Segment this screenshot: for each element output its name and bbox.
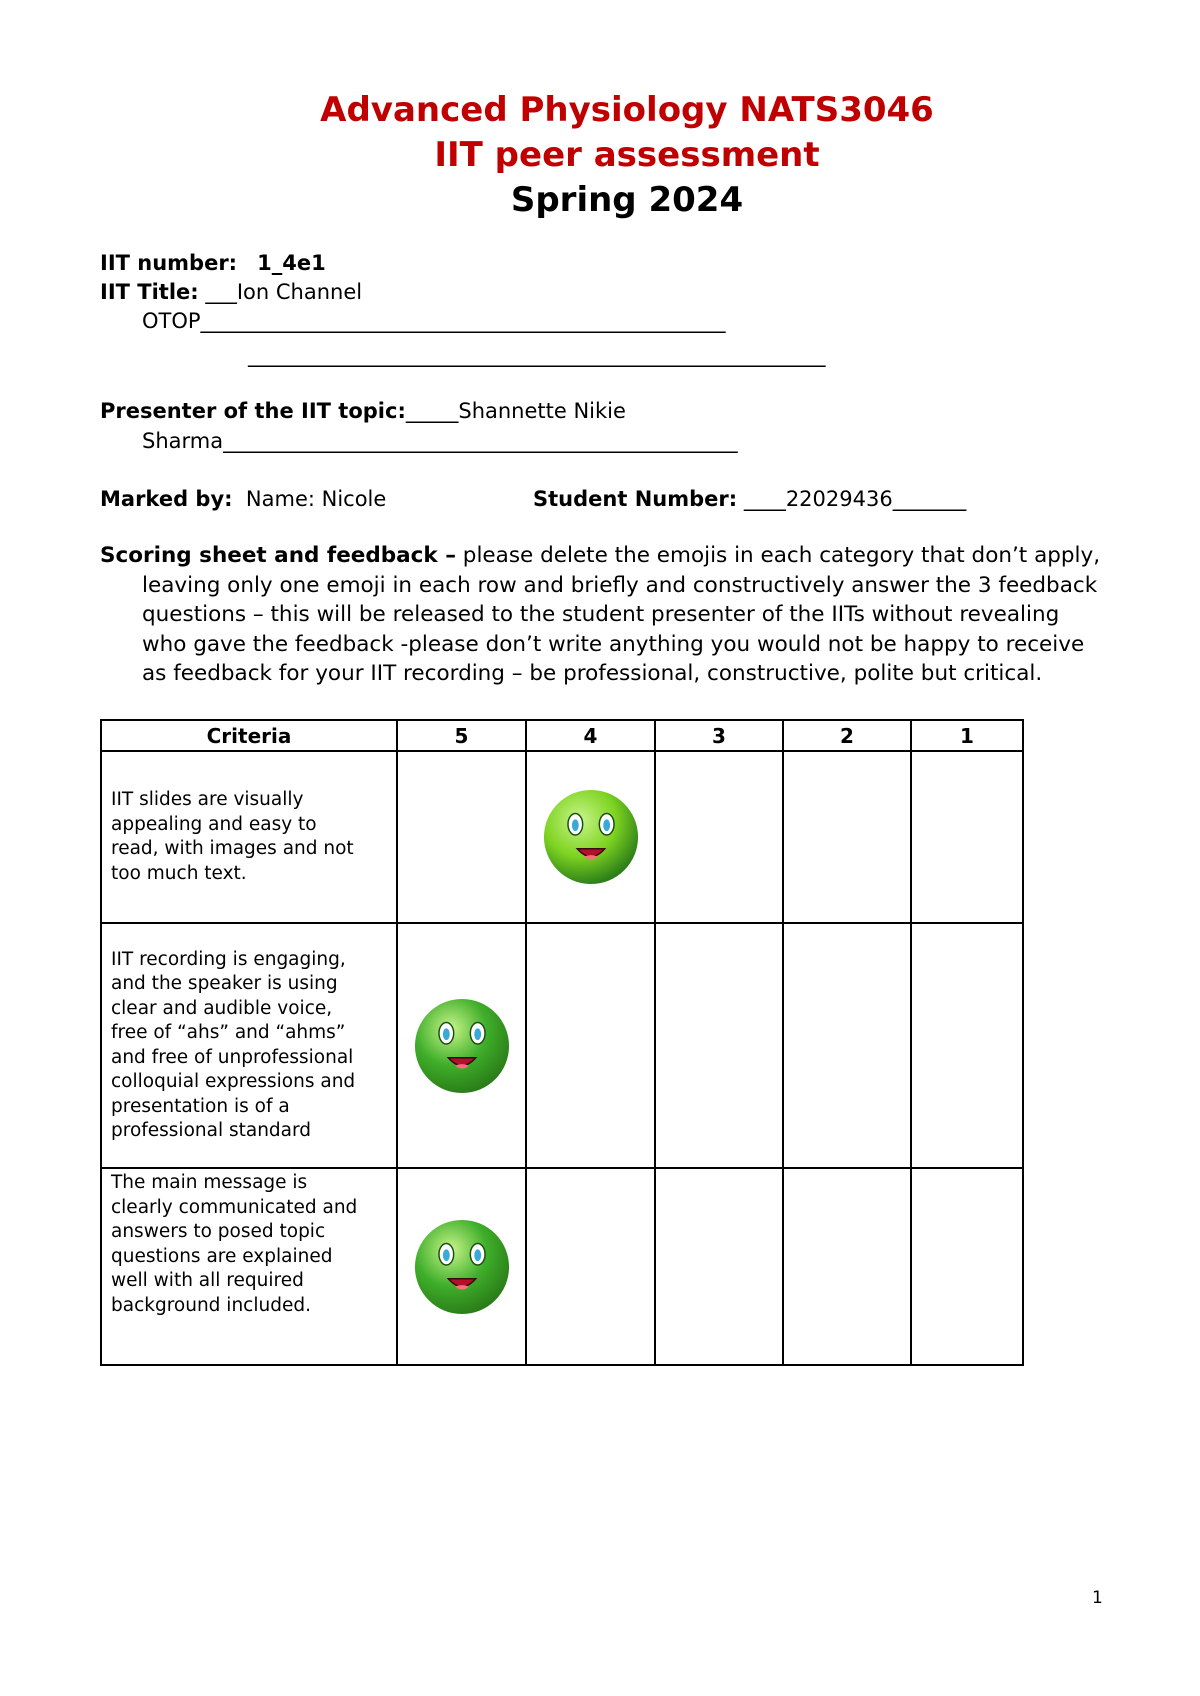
criteria-text-line: presentation is of a (111, 1095, 290, 1117)
criteria-text-line: free of “ahs” and “ahms” (111, 1022, 346, 1043)
instructions-lead: Scoring sheet and feedback – (100, 543, 456, 568)
instructions-line-2: leaving only one emoji in each row and briefly and constructively answer the 3 feedback (142, 572, 1098, 598)
iit-title-label: IIT Title: (100, 280, 199, 304)
header-criteria: Criteria (101, 720, 397, 751)
iit-number-field (100, 248, 326, 278)
presenter-value: _____Shannette Nikie (405, 399, 626, 423)
score-cell-1[interactable] (911, 923, 1023, 1168)
smiley-face-icon[interactable] (413, 997, 511, 1095)
presenter-label: Presenter of the IIT topic: (100, 399, 406, 423)
score-cell-4[interactable] (526, 1168, 655, 1365)
smiley-face-icon[interactable] (542, 788, 640, 886)
score-cell-2[interactable] (783, 751, 911, 923)
criteria-cell (101, 1168, 397, 1365)
marked-by-value: Name: Nicole (245, 487, 387, 511)
score-cell-3[interactable] (655, 751, 783, 923)
score-cell-5[interactable] (397, 751, 526, 923)
instructions-line-1: please delete the emojis in each category that don’t apply, (455, 543, 1101, 568)
header-score-1: 1 (911, 720, 1023, 751)
criteria-text-line: answers to posed topic (111, 1221, 326, 1242)
criteria-text-line: read, with images and not (111, 838, 354, 859)
criteria-text-line: and the speaker is using (111, 973, 338, 994)
table-header-row (101, 720, 1023, 751)
iit-title-value: ___Ion Channel (205, 280, 363, 304)
page-number: 1 (1092, 1588, 1103, 1608)
smiley-face-icon[interactable] (413, 1218, 511, 1316)
criteria-text-line: The main message is (111, 1172, 308, 1193)
criteria-text-line: well with all required (111, 1270, 304, 1291)
score-cell-3[interactable] (655, 1168, 783, 1365)
criteria-text-line: too much text. (111, 862, 247, 884)
score-cell-4[interactable] (526, 751, 655, 923)
score-cell-2[interactable] (783, 1168, 911, 1365)
scoring-table (100, 719, 1024, 1366)
score-cell-5[interactable] (397, 1168, 526, 1365)
marked-by-label: Marked by: (100, 487, 233, 511)
score-cell-2[interactable] (783, 923, 911, 1168)
criteria-text-line: IIT slides are visually (111, 789, 304, 810)
score-cell-1[interactable] (911, 751, 1023, 923)
table-row (101, 923, 1023, 1168)
header-score-4: 4 (526, 720, 655, 751)
header-score-5: 5 (397, 720, 526, 751)
criteria-text-line: questions are explained (111, 1245, 333, 1267)
assessment-title: IIT peer assessment (434, 135, 820, 175)
criteria-text-line: professional standard (111, 1120, 312, 1141)
title-block (0, 88, 1200, 223)
instructions-line-3: questions – this will be released to the student presenter of the IITs without revealing (142, 602, 1060, 627)
criteria-text-line: colloquial expressions and (111, 1071, 356, 1092)
score-cell-3[interactable] (655, 923, 783, 1168)
presenter-continuation: Sharma_________________________________________________ (142, 429, 738, 453)
presenter-field (100, 396, 626, 426)
instructions-line-5: as feedback for your IIT recording – be professional, constructive, polite but critical. (142, 661, 1043, 686)
iit-title-blank-line: _______________________________________________________ (248, 343, 826, 367)
marked-by-field (100, 484, 386, 514)
student-number-field (533, 484, 966, 514)
instructions-line-4: who gave the feedback -please don’t write anything you would not be happy to receive (142, 631, 1085, 657)
criteria-text-line: and free of unprofessional (111, 1046, 354, 1068)
score-cell-4[interactable] (526, 923, 655, 1168)
criteria-text-line: appealing and easy to (111, 813, 317, 835)
instructions-paragraph (100, 541, 1100, 689)
criteria-text-line: clearly communicated and (111, 1196, 358, 1218)
score-cell-1[interactable] (911, 1168, 1023, 1365)
iit-number-value: 1_4e1 (257, 251, 326, 275)
score-cell-5[interactable] (397, 923, 526, 1168)
iit-number-label: IIT number: (100, 251, 238, 275)
criteria-text-line: background included. (111, 1294, 311, 1316)
criteria-text-line: IIT recording is engaging, (111, 948, 346, 970)
criteria-cell (101, 923, 397, 1168)
criteria-text-line: clear and audible voice, (111, 997, 333, 1019)
student-number-value: ____22029436_______ (743, 487, 967, 511)
header-score-3: 3 (655, 720, 783, 751)
iit-title-field (100, 277, 362, 307)
term-title: Spring 2024 (510, 180, 744, 220)
student-number-label: Student Number: (533, 487, 738, 511)
table-row (101, 1168, 1023, 1365)
header-score-2: 2 (783, 720, 911, 751)
criteria-cell (101, 751, 397, 923)
course-title: Advanced Physiology NATS3046 (320, 90, 934, 130)
iit-title-continuation: OTOP__________________________________________________ (142, 309, 726, 333)
table-row (101, 751, 1023, 923)
